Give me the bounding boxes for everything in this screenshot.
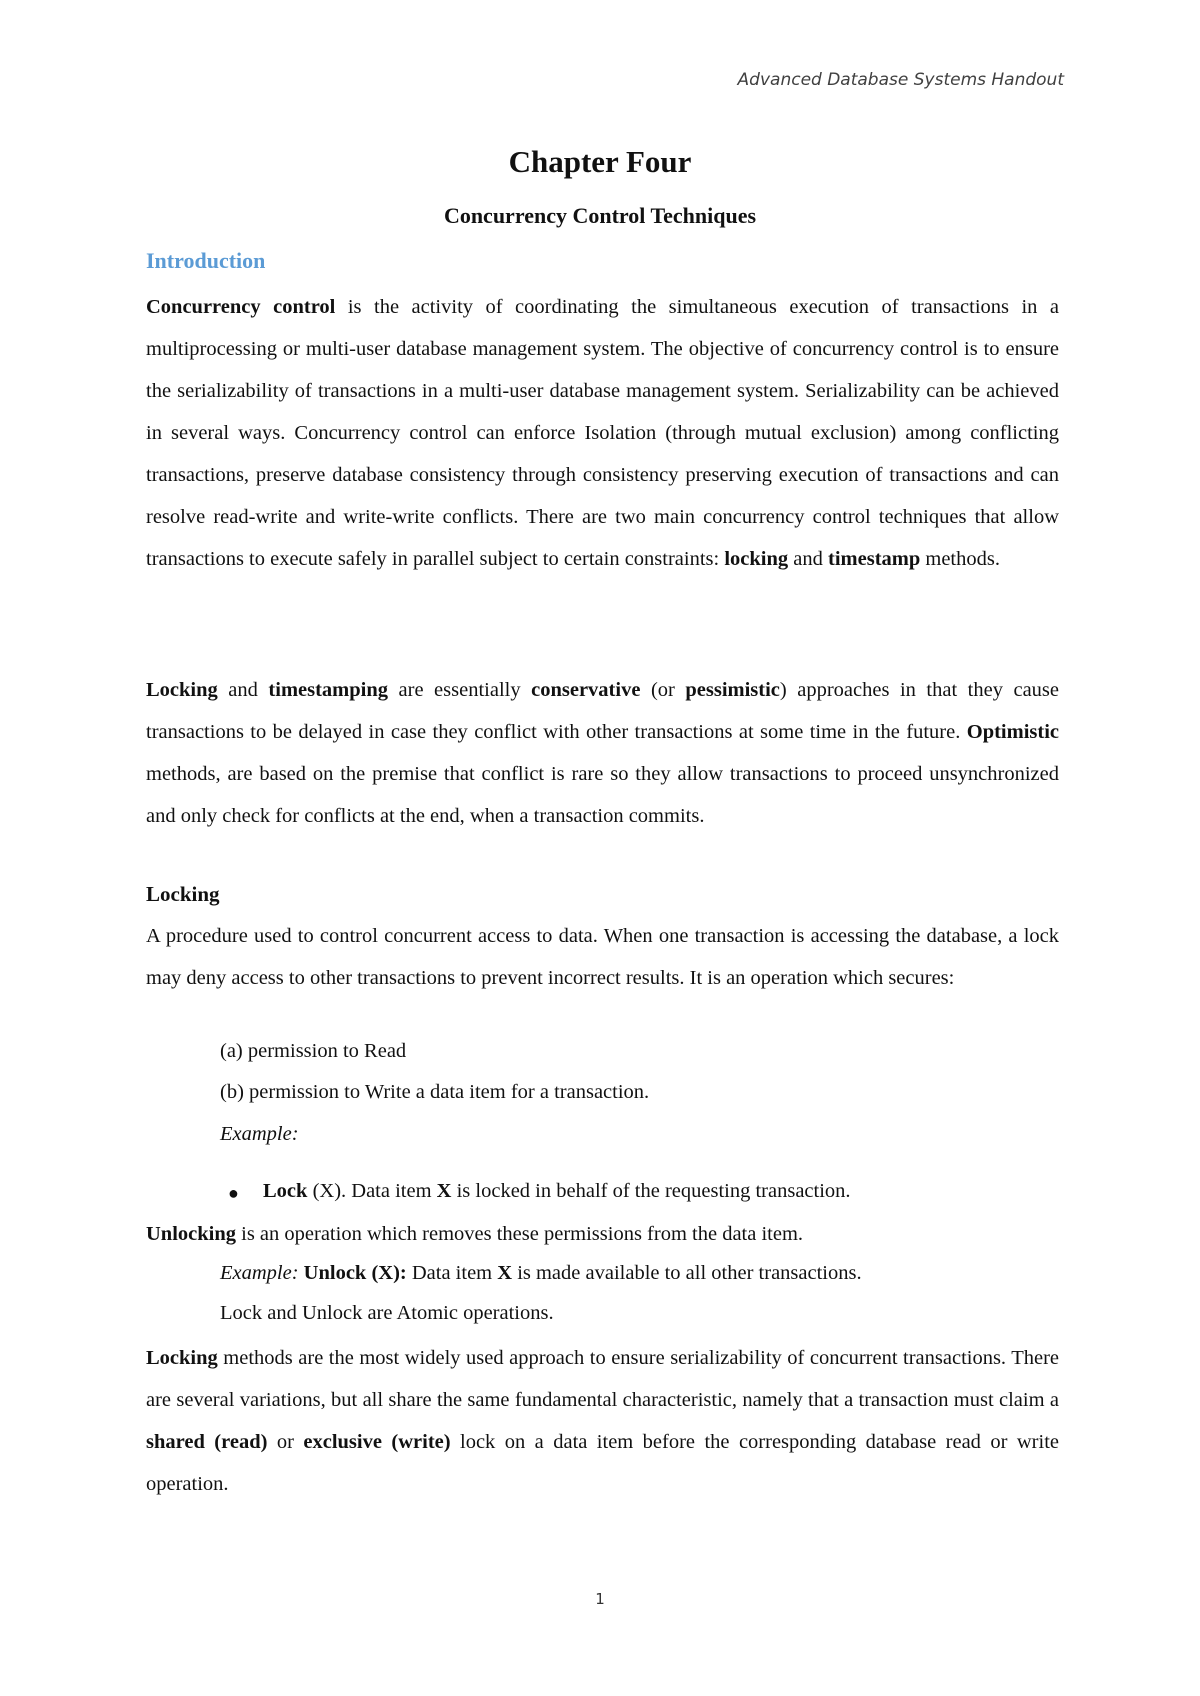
term-x: X xyxy=(436,1180,452,1202)
term-timestamping: timestamping xyxy=(268,679,388,701)
section-heading-introduction: Introduction xyxy=(146,248,266,273)
text-run: lock on a data item before the corresponding database read or write operation. xyxy=(146,1431,1059,1495)
example-label xyxy=(220,1123,299,1146)
paragraph-concurrency-control xyxy=(146,286,1059,580)
term-lock: Lock xyxy=(263,1180,308,1202)
term-unlocking: Unlocking xyxy=(146,1223,236,1245)
list-item-read-permission: (a) permission to Read xyxy=(220,1040,407,1062)
bullet-lock-example xyxy=(263,1180,851,1203)
unlocking-definition xyxy=(146,1223,803,1246)
term-locking: locking xyxy=(724,548,789,570)
example-label-text: Example: xyxy=(220,1262,299,1284)
term-pessimistic: pessimistic xyxy=(685,679,780,701)
text-run: are essentially xyxy=(388,679,532,701)
term-x: X xyxy=(497,1262,513,1284)
paragraph-locking-methods xyxy=(146,1337,1059,1505)
text-run: methods. xyxy=(920,548,1000,570)
text-run: is an operation which removes these permissions from the data item. xyxy=(236,1223,804,1245)
text-run: or xyxy=(267,1431,304,1453)
term-exclusive-write: exclusive (write) xyxy=(303,1431,451,1453)
term-shared-read: shared (read) xyxy=(146,1431,268,1453)
paragraph-pessimistic-optimistic xyxy=(146,669,1059,837)
text-run: is the activity of coordinating the simultaneous execution of transactions in a multiprocessing or multi-user database management system. The objective of concurrency control is to ensure the serializability of transactions in a multi-user database management system. Serializability can be achieved in several ways. Concurrency control can enforce Isolation (through mutual exclusion) among conflicting transactions, preserve database consistency through consistency preserving execution of transactions and can resolve read-write and write-write conflicts. There are two main concurrency control techniques that allow transactions to execute safely in parallel subject to certain constraints: xyxy=(146,296,1059,570)
term-timestamp: timestamp xyxy=(828,548,921,570)
example-label-text: Example: xyxy=(220,1123,299,1145)
text-run: is made available to all other transactions. xyxy=(512,1262,862,1284)
page-number: 1 xyxy=(595,1590,605,1608)
term-concurrency-control: Concurrency control xyxy=(146,296,336,318)
running-header: Advanced Database Systems Handout xyxy=(737,70,1064,90)
term-locking: Locking xyxy=(146,1347,218,1369)
term-locking: Locking xyxy=(146,679,218,701)
paragraph-locking-definition: A procedure used to control concurrent access to data. When one transaction is accessing the database, a lock may deny access to other transactions to prevent incorrect results. It is an operation which secures: xyxy=(146,925,1059,989)
section-heading-locking: Locking xyxy=(146,882,220,906)
term-optimistic: Optimistic xyxy=(966,721,1059,743)
chapter-title: Chapter Four xyxy=(508,144,692,179)
term-unlock: Unlock (X): xyxy=(298,1262,407,1284)
text-run: (or xyxy=(640,679,686,701)
text-run: Data item xyxy=(406,1262,498,1284)
unlock-example xyxy=(220,1262,862,1285)
text-run: (X). xyxy=(307,1180,352,1202)
text-run: is locked in behalf of the requesting transaction. xyxy=(451,1180,851,1202)
text-run: methods, are based on the premise that conflict is rare so they allow transactions to proceed unsynchronized and only check for conflicts at the end, when a transaction commits. xyxy=(146,763,1059,827)
text-run: methods are the most widely used approach to ensure serializability of concurrent transactions. There are several variations, but all share the same fundamental characteristic, namely that a transaction must claim a xyxy=(146,1347,1059,1411)
bullet-dot-icon: ● xyxy=(228,1183,239,1203)
atomic-operations-note: Lock and Unlock are Atomic operations. xyxy=(220,1302,554,1324)
chapter-subtitle: Concurrency Control Techniques xyxy=(443,203,757,228)
text-run: ) approaches in that they cause transactions to be delayed in case they conflict with other transactions at some time in the future. xyxy=(146,679,1060,743)
text-run: Data item xyxy=(351,1180,437,1202)
term-conservative: conservative xyxy=(531,679,641,701)
text-run: and xyxy=(788,548,829,570)
text-run: and xyxy=(217,679,269,701)
list-item-write-permission: (b) permission to Write a data item for a transaction. xyxy=(220,1081,650,1103)
